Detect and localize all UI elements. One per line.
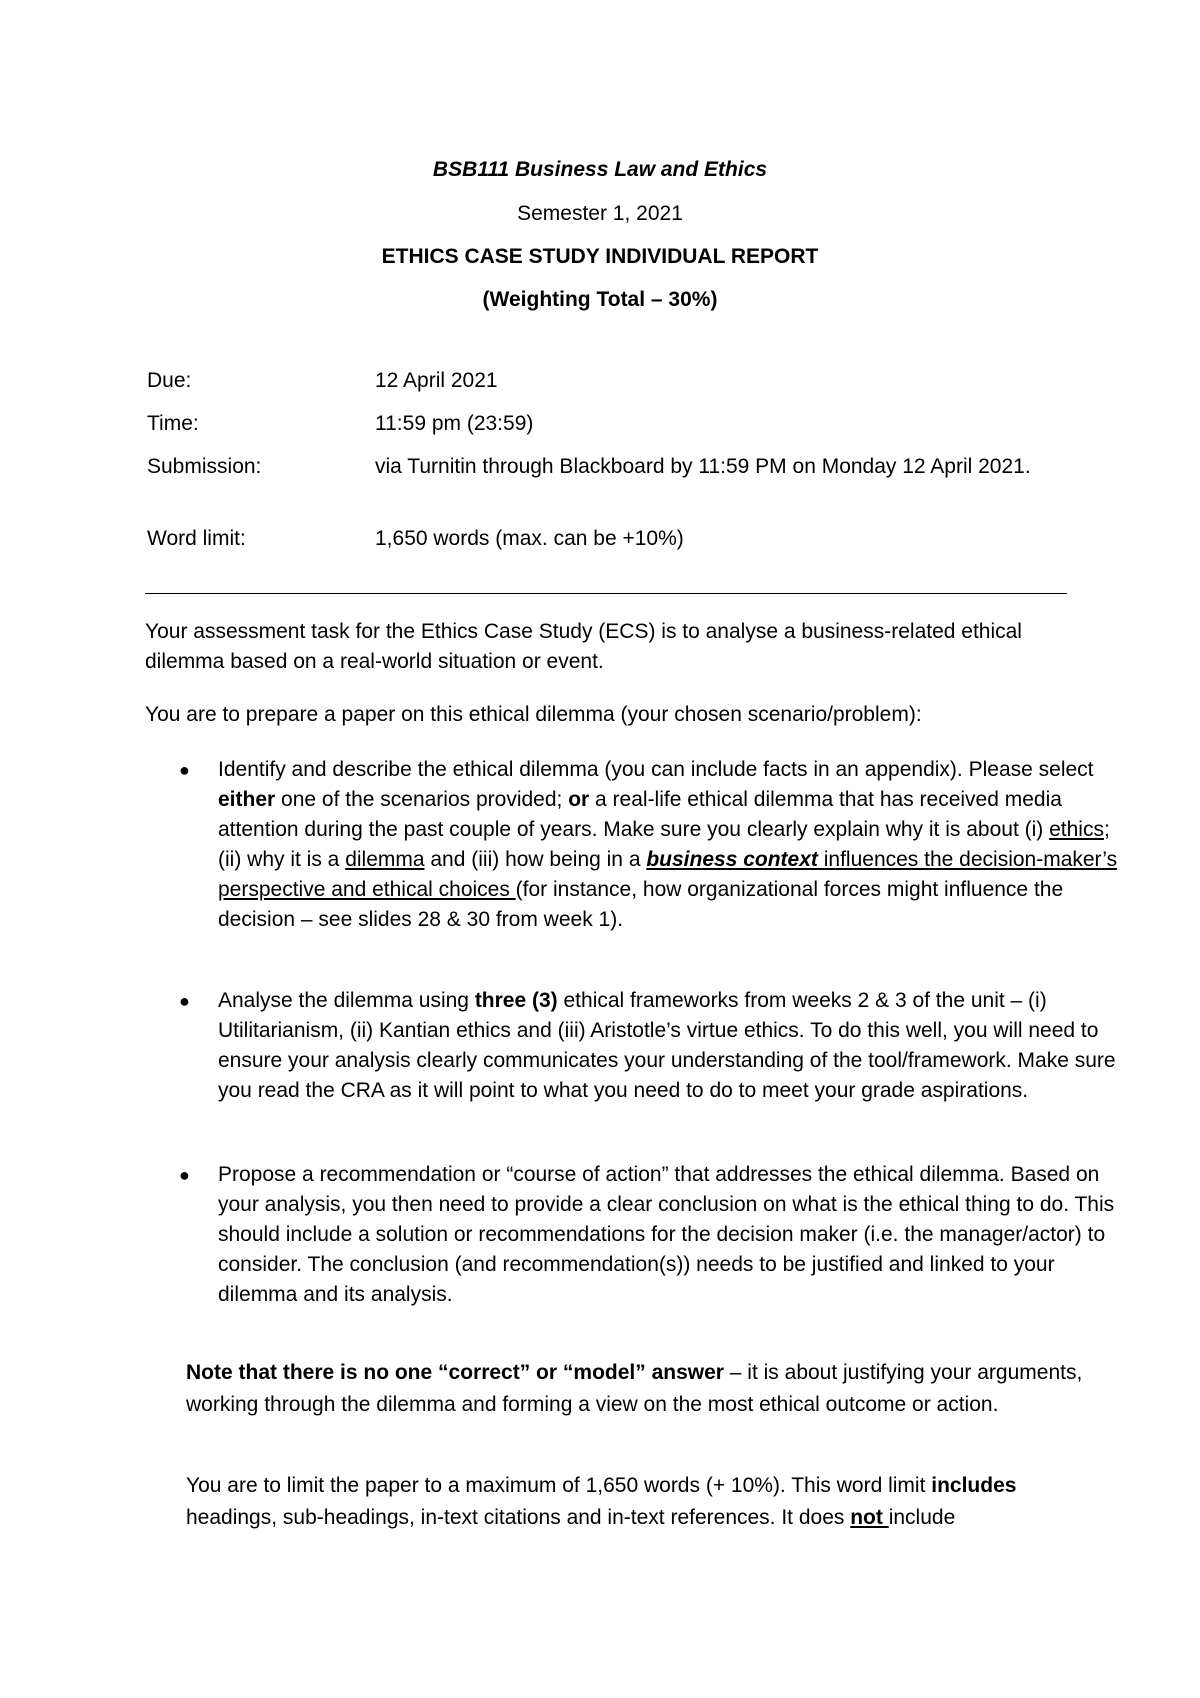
- note-paragraph: [186, 1357, 1086, 1421]
- text-span: one of the scenarios provided;: [275, 788, 569, 811]
- note-bold: Note that there is no one “correct” or “model” answer: [186, 1361, 724, 1384]
- emphasis-business-context: business context: [646, 848, 818, 871]
- bullet-text: [218, 755, 1118, 935]
- semester-line: Semester 1, 2021: [517, 202, 683, 225]
- text-span: a real-life ethical dilemma that has received media attention during the past couple of years. Make sure you clearly explain why it is about (i): [218, 788, 1062, 841]
- due-value: 12 April 2021: [375, 369, 498, 392]
- text-span: headings, sub-headings, in-text citations and in-text references. It does: [186, 1506, 851, 1529]
- intro-paragraph: Your assessment task for the Ethics Case Study (ECS) is to analyse a business-related ethical dilemma based on a real-world situation or event.: [145, 620, 1022, 673]
- emphasis-either: either: [218, 788, 276, 811]
- bullet-text: [218, 986, 1118, 1106]
- bullet-icon: ●: [179, 760, 190, 780]
- time-value: 11:59 pm (23:59): [375, 412, 534, 435]
- submission-label: Submission:: [147, 455, 262, 478]
- text-span: – it is about justifying your arguments, working through the dilemma and forming a view on the most ethical outcome or action.: [186, 1361, 1083, 1416]
- text-span: ; (ii) why it is a: [218, 818, 1110, 871]
- emphasis-three: three (3): [474, 989, 558, 1012]
- word-limit-label: Word limit:: [147, 527, 246, 550]
- emphasis-dilemma: dilemma: [345, 848, 425, 871]
- text-span: and (iii) how being in a: [424, 848, 647, 871]
- prepare-paragraph: You are to prepare a paper on this ethical dilemma (your chosen scenario/problem):: [145, 703, 922, 726]
- text-span: Analyse the dilemma using: [218, 989, 475, 1012]
- emphasis-ethics: ethics: [1049, 818, 1104, 841]
- submission-value: via Turnitin through Blackboard by 11:59 PM on Monday 12 April 2021.: [375, 455, 1031, 478]
- report-title: ETHICS CASE STUDY INDIVIDUAL REPORT: [381, 245, 819, 268]
- horizontal-divider: [145, 593, 1067, 594]
- emphasis-or: or: [568, 788, 590, 811]
- text-span: include: [888, 1506, 956, 1529]
- bullet-icon: ●: [179, 1165, 190, 1185]
- word-limit-paragraph: [186, 1470, 1086, 1534]
- bullet-text: Propose a recommendation or “course of action” that addresses the ethical dilemma. Based on your analysis, you then need to provide a clear conclusion on what is the ethical thing to do. This should include a solution or recommendations for the decision maker (i.e. the manager/actor) to consider. The conclusion (and recommendation(s)) needs to be justified and linked to your dilemma and its analysis.: [218, 1163, 1115, 1306]
- text-span: ethical frameworks from weeks 2 & 3 of the unit – (i) Utilitarianism, (ii) Kantian ethics and (iii) Aristotle’s virtue ethics. To do this well, you will need to ensure your analysis clearly communicates your understanding of the tool/framework. Make sure you read the CRA as it will point to what you need to do to meet your grade aspirations.: [218, 989, 1116, 1102]
- emphasis-includes: includes: [931, 1474, 1017, 1497]
- text-span: (for instance, how organizational forces might influence the decision – see slides 28 & 30 from week 1).: [218, 878, 1064, 931]
- due-label: Due:: [147, 369, 192, 392]
- emphasis-influences: influences the decision-maker’s perspective and ethical choices: [218, 848, 1118, 901]
- bullet-icon: ●: [179, 991, 190, 1011]
- text-span: Identify and describe the ethical dilemma (you can include facts in an appendix). Please select: [218, 758, 1094, 781]
- time-label: Time:: [147, 412, 199, 435]
- weighting-line: (Weighting Total – 30%): [482, 288, 718, 311]
- text-span: You are to limit the paper to a maximum of 1,650 words (+ 10%). This word limit: [186, 1474, 932, 1497]
- emphasis-not: not: [850, 1506, 889, 1529]
- word-limit-value: 1,650 words (max. can be +10%): [375, 527, 684, 550]
- course-title: BSB111 Business Law and Ethics: [432, 158, 768, 181]
